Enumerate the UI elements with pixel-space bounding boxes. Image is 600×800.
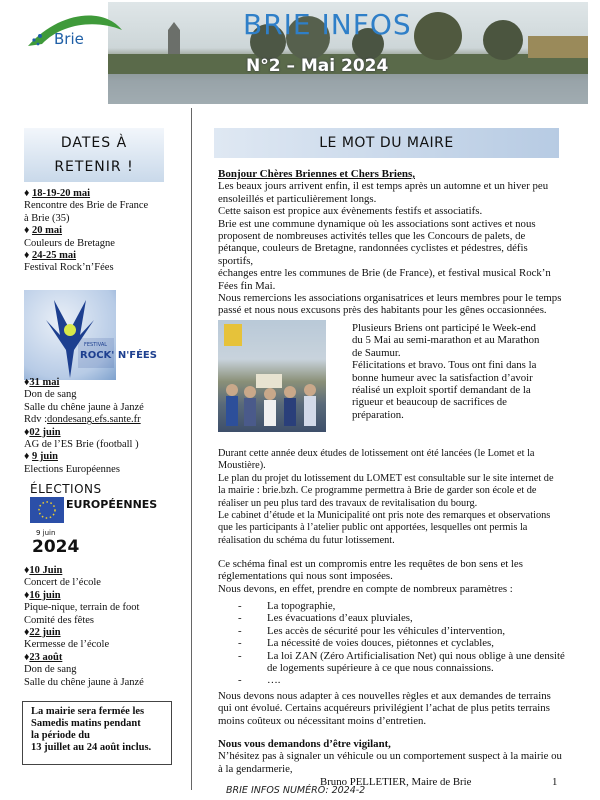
festival-poster-image (24, 290, 157, 380)
events-list-bottom: ♦10 Juin Concert de l’école ♦16 juin Pique-nique, terrain de foot Comité des fêtes ♦22 juin Kermesse de l’école ♦23 août Don de sang Salle du chêne jaune à Janzé (24, 565, 189, 689)
dates-heading: DATES À RETENIR ! (54, 135, 134, 175)
dates-heading-box (24, 128, 164, 182)
eu-flag-icon (30, 497, 64, 523)
list-item: ♦ 24-25 mai (24, 250, 77, 262)
issue-label: N°2 – Mai 2024 (246, 56, 389, 76)
list-item: ♦31 mai (24, 377, 60, 388)
list-item: ♦16 juin (24, 589, 61, 601)
list-item: - La topographie, (238, 600, 568, 612)
greeting: Bonjour Chères Briennes et Chers Briens, (218, 168, 415, 180)
events-list-top: ♦ 18-19-20 mai Rencontre des Brie de France à Brie (35) ♦ 20 mai Couleurs de Bretagne ♦ 24-25 mai Festival Rock’n’Fées (24, 188, 184, 275)
european-elections-logo: ÉLECTIONS EUROPÉENNES 9 juin 2024 (30, 482, 158, 557)
newsletter-header (0, 0, 600, 110)
list-item: ♦02 juin (24, 426, 61, 438)
blood-donation-link[interactable]: dondesang.efs.sante.fr (47, 414, 141, 426)
list-item: - Les évacuations d’eaux pluviales, (238, 612, 568, 624)
parameters-list: - La topographie, - Les évacuations d’eaux pluviales, - Les accès de sécurité pour les véhicules d’intervention, - La nécessité de voies douces, piétonnes et cyclables, - La loi ZAN (Zéro Artificialisation Net) qui nous oblige à une densité de logements supérieure à ce que nous connaissions. - …. (238, 600, 568, 687)
rock-n-fees-poster (24, 290, 157, 380)
vigilance-paragraph: Nous vous demandons d’être vigilant, N’hésitez pas à signaler un véhicule ou un comportement suspect à la mairie ou à la gendarmerie, (218, 738, 562, 775)
list-item: ♦ 9 juin (24, 451, 58, 463)
list-item: ♦10 Juin (24, 565, 63, 576)
list-item: - La loi ZAN (Zéro Artificialisation Net) qui nous oblige à une densité (238, 650, 568, 662)
logo-text: Brie (54, 30, 84, 48)
svg-text:FESTIVAL: FESTIVAL (84, 342, 108, 348)
list-item: ♦ 20 mai (24, 225, 63, 237)
compromise-paragraph: Ce schéma final est un compromis entre les requêtes de bon sens et les réglementations qui nous sont imposées. Nous devons, en effet, prendre en compte de nombreux paramètres : (218, 558, 523, 595)
section-heading-box (214, 128, 559, 158)
list-item: ♦ 18-19-20 mai (24, 188, 91, 199)
events-list-mid: ♦31 mai Don de sang Salle du chêne jaune à Janzé Rdv :dondesang.efs.sante.fr ♦02 juin AG de l’ES Brie (football ) ♦ 9 juin Elections Européennes (24, 377, 189, 476)
section-title: LE MOT DU MAIRE (319, 135, 454, 151)
housing-project-paragraph: Durant cette année deux études de lotissement ont été lancées (le Lomet et la Moustière). Le plan du projet du lotissement du LOMET est consultable sur le site internet de la mairie : brie.bzh. Ce programme permettra à Brie de garder son école et de réaliser un peu plus tard des travaux de revitalisation du bourg. Le cabinet d’étude et la Municipalité ont pris note des remarques et observations que les participants à l’atelier public ont apportées, lesquelles ont permis la réalisation du schéma du futur lotissement. (218, 448, 554, 546)
town-hall-closure-notice: La mairie sera fermée les Samedis matins pendant la période du 13 juillet au 24 août inclus. (22, 701, 172, 765)
footer-issue-number: BRIE INFOS NUMÉRO: 2024-2 (226, 785, 366, 796)
list-item: - La nécessité de voies douces, piétonnes et cyclables, (238, 637, 568, 649)
list-item: - Les accès de sécurité pour les véhicules d’intervention, (238, 625, 568, 637)
adaptation-paragraph: Nous devons nous adapter à ces nouvelles règles et aux demandes de terrains qui ont évolué. Certains acquéreurs privilégient l’achat de plus petits terrains moins coûteux ou nécessitant moins d’entretien. (218, 690, 551, 727)
list-item: ♦22 juin (24, 627, 61, 639)
marathon-photo (218, 320, 326, 432)
list-item: ♦23 août (24, 651, 63, 663)
marathon-caption: Plusieurs Briens ont participé le Week-end du 5 Mai au semi-marathon et au Marathon de Saumur. Félicitations et bravo. Tous ont fini dans la bonne humeur avec la satisfaction d’avoir réalisé un exploit sportif demandant de la rigueur et beaucoup de sacrifices de préparation. (352, 322, 540, 421)
brie-logo (18, 8, 128, 60)
page-number: 1 (552, 776, 558, 788)
mayor-intro: Bonjour Chères Briennes et Chers Briens, Les beaux jours arrivent enfin, il est temps après un automne et un hiver peu ensoleillés et particulièrement longs. Cette saison est propice aux évènements festifs et associatifs. Brie est une commune dynamique où les associations sont actives et nous proposent de nombreuses activités telles que les Concours de palets, de pétanque, couleurs de Bretagne, randonnées cyclistes et pédestres, défis sportifs, échanges entre les communes de Brie (de France), et festival musical Rock’n Fées fin Mai. Nous remercions les associations organisatrices et leurs membres pour le temps passé et nous nous excusons près des habitants pour les gênes occasionnées. (218, 168, 564, 317)
newsletter-title: BRIE INFOS (243, 8, 412, 41)
mayor-signature: Bruno PELLETIER, Maire de Brie (320, 776, 472, 788)
runners-group-image (218, 320, 326, 432)
column-divider (191, 108, 192, 790)
svg-text:ROCK' N'FÉES: ROCK' N'FÉES (80, 350, 157, 361)
list-item: - …. (238, 674, 568, 686)
